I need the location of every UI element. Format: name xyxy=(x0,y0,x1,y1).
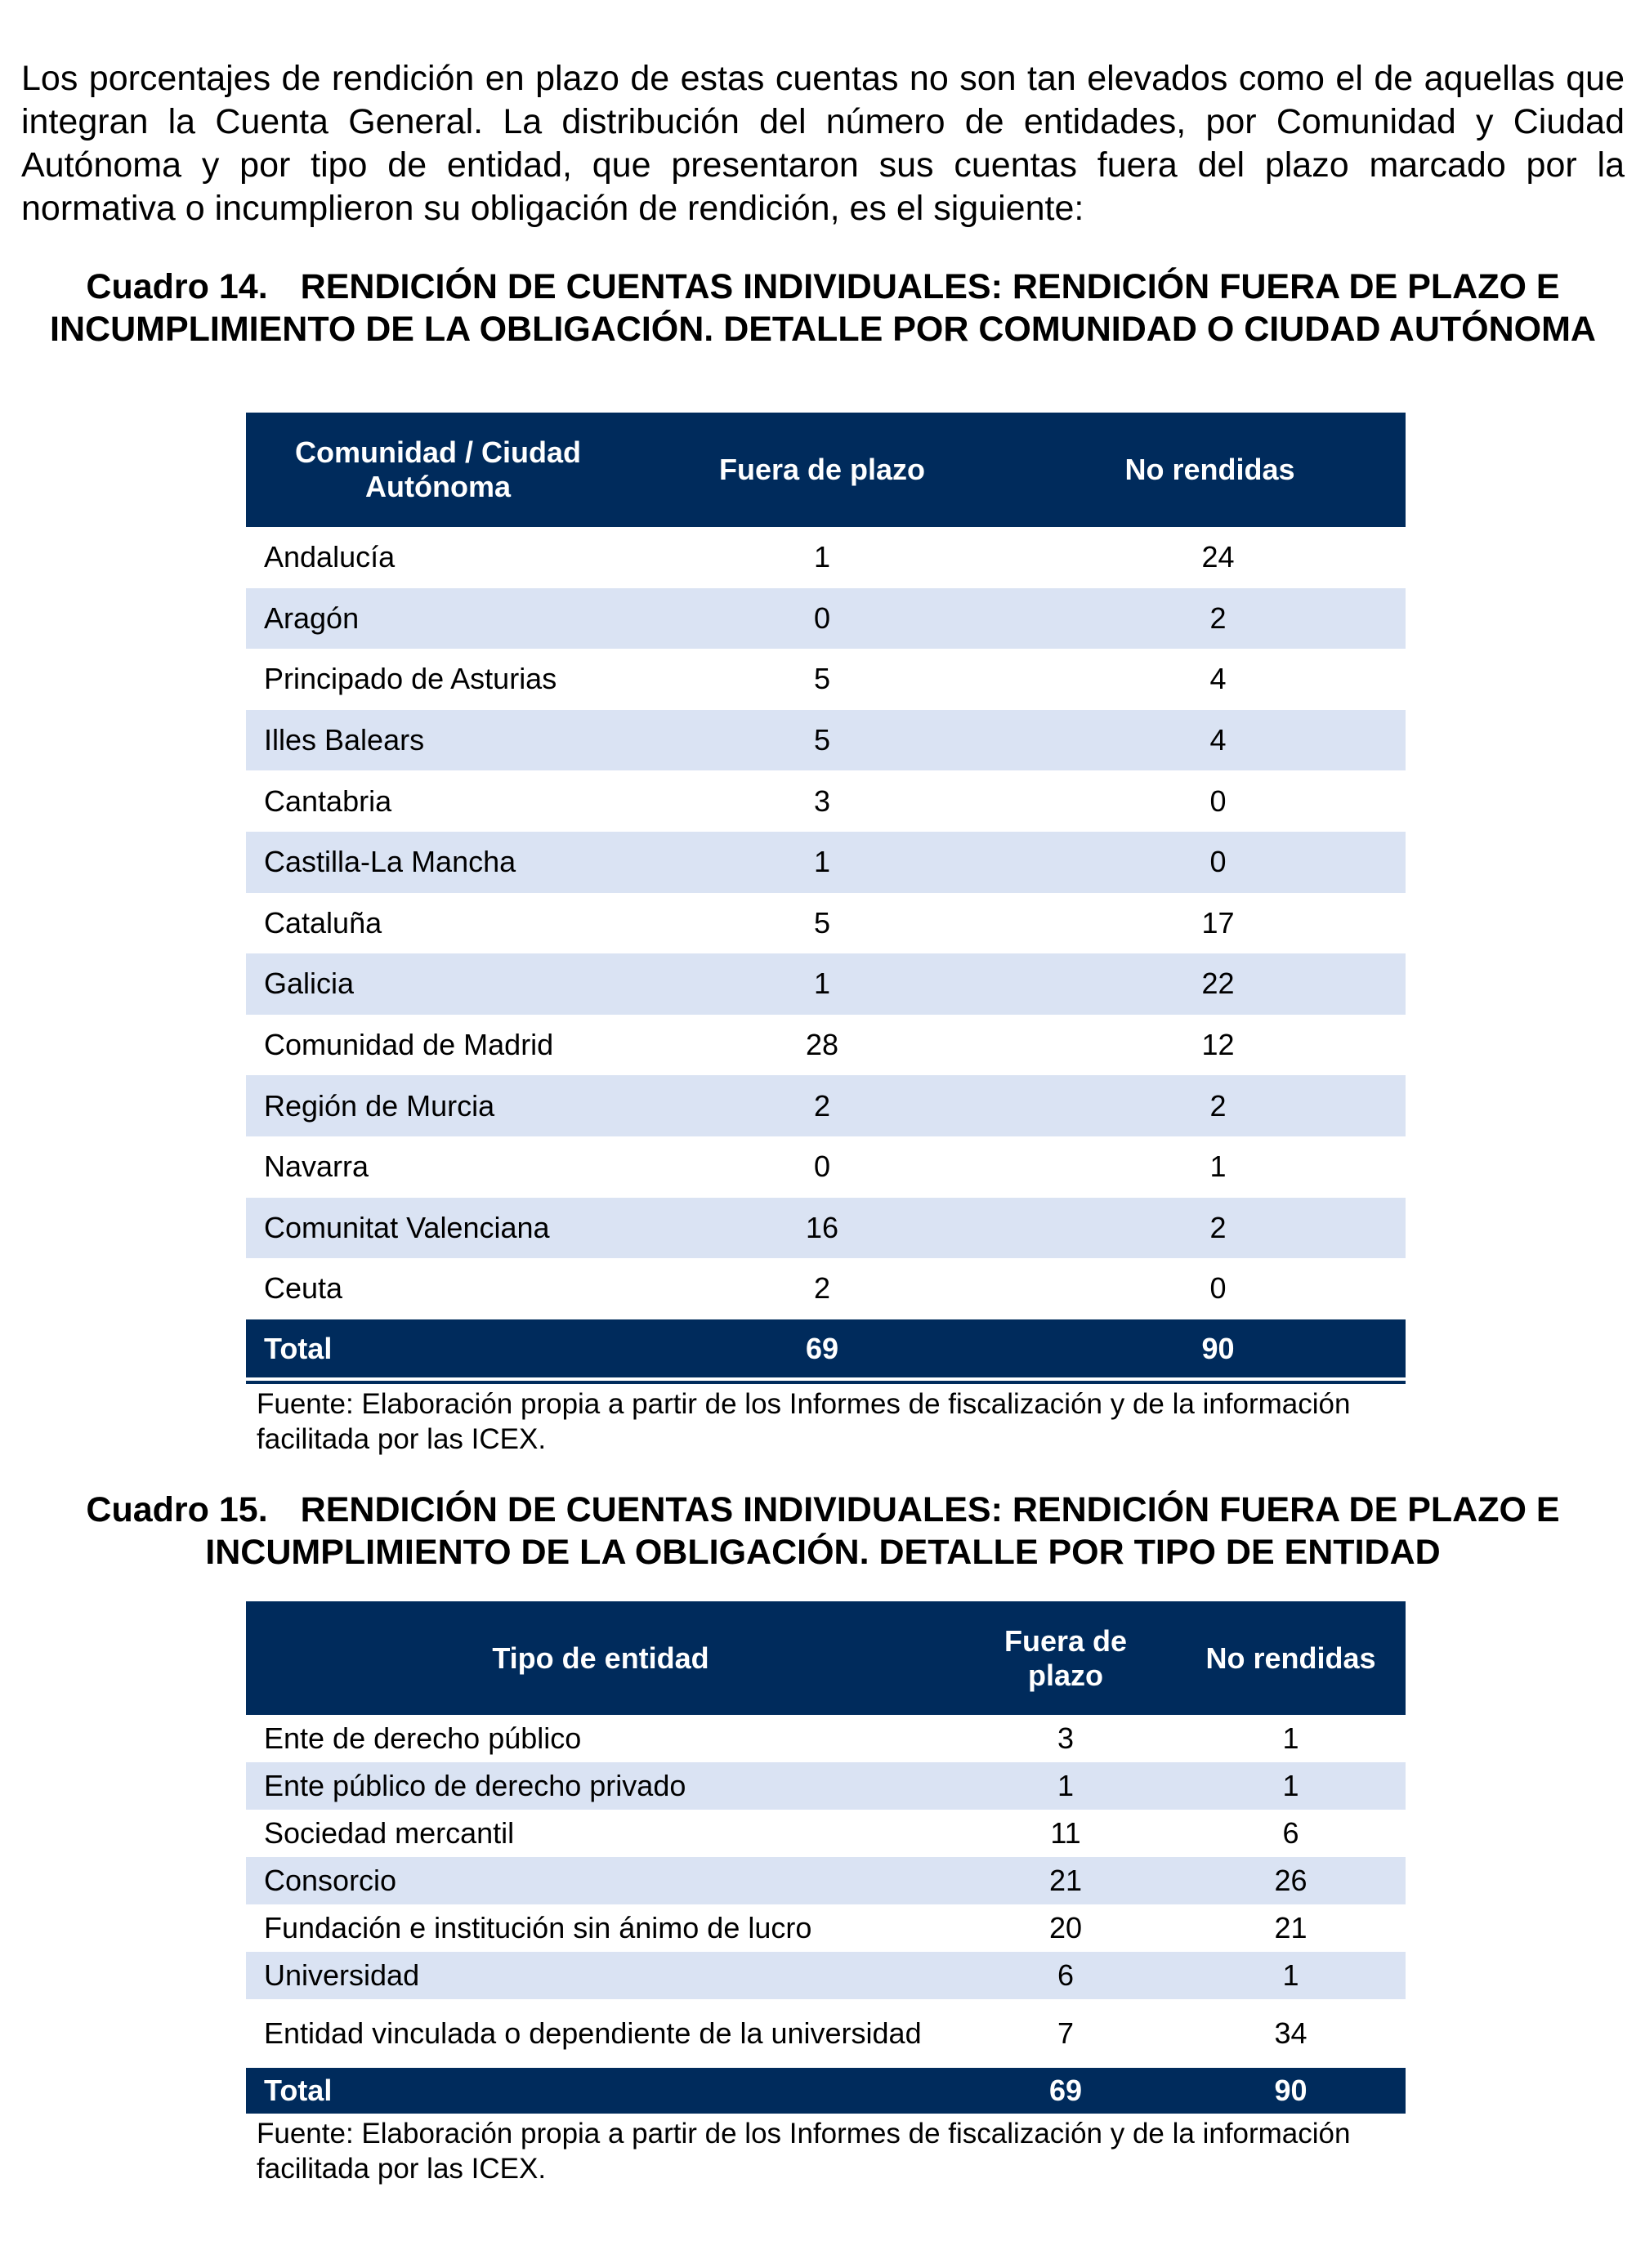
table15 xyxy=(246,1601,1406,2114)
total-not-rendered: 90 xyxy=(1014,1319,1406,1381)
not-rendered-count: 1 xyxy=(1014,1136,1406,1198)
table14-caption xyxy=(21,266,1625,350)
not-rendered-count: 6 xyxy=(1176,1810,1406,1857)
row-label: Aragón xyxy=(246,588,630,650)
table15-caption xyxy=(21,1489,1625,1574)
late-count: 5 xyxy=(630,649,1014,710)
table-row xyxy=(246,588,1406,650)
row-label: Ente público de derecho privado xyxy=(246,1762,955,1810)
total-row xyxy=(246,1319,1406,1381)
late-count: 0 xyxy=(630,1136,1014,1198)
not-rendered-count: 1 xyxy=(1176,1762,1406,1810)
not-rendered-count: 12 xyxy=(1014,1015,1406,1076)
total-label: Total xyxy=(246,1319,630,1381)
row-label: Sociedad mercantil xyxy=(246,1810,955,1857)
row-label: Navarra xyxy=(246,1136,630,1198)
total-late: 69 xyxy=(955,2068,1176,2114)
table-row xyxy=(246,1715,1406,1762)
late-count: 7 xyxy=(955,1999,1176,2068)
total-label: Total xyxy=(246,2068,955,2114)
table-row xyxy=(246,1075,1406,1136)
late-count: 5 xyxy=(630,893,1014,954)
late-count: 5 xyxy=(630,710,1014,771)
table14-header-row xyxy=(246,413,1406,527)
table14-number: Cuadro 14. xyxy=(86,267,268,306)
not-rendered-count: 2 xyxy=(1014,1198,1406,1259)
row-label: Illes Balears xyxy=(246,710,630,771)
row-label: Ceuta xyxy=(246,1258,630,1319)
not-rendered-count: 21 xyxy=(1176,1904,1406,1952)
row-label: Entidad vinculada o dependiente de la universidad xyxy=(246,1999,955,2068)
table15-header-type: Tipo de entidad xyxy=(246,1601,955,1715)
not-rendered-count: 24 xyxy=(1014,527,1406,588)
table-row xyxy=(246,1857,1406,1904)
not-rendered-count: 2 xyxy=(1014,1075,1406,1136)
total-not-rendered: 90 xyxy=(1176,2068,1406,2114)
late-count: 3 xyxy=(955,1715,1176,1762)
late-count: 1 xyxy=(630,953,1014,1015)
table-row xyxy=(246,527,1406,588)
late-count: 16 xyxy=(630,1198,1014,1259)
late-count: 6 xyxy=(955,1952,1176,1999)
not-rendered-count: 1 xyxy=(1176,1715,1406,1762)
late-count: 1 xyxy=(630,527,1014,588)
intro-paragraph: Los porcentajes de rendición en plazo de estas cuentas no son tan elevados como el de aquellas que integran la Cuenta General. La distribución del número de entidades, por Comunidad y Ciudad Autónoma y por tipo de entidad, que presentaron sus cuentas fuera del plazo marcado por la normativa o incumplieron su obligación de rendición, es el siguiente: xyxy=(21,59,1625,228)
table14-header-not-rendered: No rendidas xyxy=(1014,413,1406,527)
table-row xyxy=(246,1136,1406,1198)
table-row xyxy=(246,953,1406,1015)
not-rendered-count: 1 xyxy=(1176,1952,1406,1999)
late-count: 1 xyxy=(955,1762,1176,1810)
row-label: Fundación e institución sin ánimo de lucro xyxy=(246,1904,955,1952)
table-row xyxy=(246,770,1406,832)
table15-source: Fuente: Elaboración propia a partir de los Informes de fiscalización y de la información facilitada por las ICEX. xyxy=(257,2118,1351,2185)
late-count: 21 xyxy=(955,1857,1176,1904)
row-label: Galicia xyxy=(246,953,630,1015)
late-count: 20 xyxy=(955,1904,1176,1952)
late-count: 2 xyxy=(630,1075,1014,1136)
not-rendered-count: 0 xyxy=(1014,1258,1406,1319)
total-late: 69 xyxy=(630,1319,1014,1381)
not-rendered-count: 0 xyxy=(1014,832,1406,893)
late-count: 0 xyxy=(630,588,1014,650)
not-rendered-count: 26 xyxy=(1176,1857,1406,1904)
table-row xyxy=(246,1258,1406,1319)
late-count: 1 xyxy=(630,832,1014,893)
not-rendered-count: 4 xyxy=(1014,710,1406,771)
row-label: Ente de derecho público xyxy=(246,1715,955,1762)
row-label: Región de Murcia xyxy=(246,1075,630,1136)
late-count: 2 xyxy=(630,1258,1014,1319)
late-count: 11 xyxy=(955,1810,1176,1857)
not-rendered-count: 2 xyxy=(1014,588,1406,650)
late-count: 3 xyxy=(630,770,1014,832)
late-count: 28 xyxy=(630,1015,1014,1076)
table-row xyxy=(246,1952,1406,1999)
table-row xyxy=(246,649,1406,710)
not-rendered-count: 17 xyxy=(1014,893,1406,954)
table-row xyxy=(246,1198,1406,1259)
table15-header-row xyxy=(246,1601,1406,1715)
table14-header-late: Fuera de plazo xyxy=(630,413,1014,527)
row-label: Comunitat Valenciana xyxy=(246,1198,630,1259)
table-row xyxy=(246,893,1406,954)
table15-number: Cuadro 15. xyxy=(86,1490,268,1529)
total-row xyxy=(246,2068,1406,2114)
table15-header-late: Fuera de plazo xyxy=(955,1601,1176,1715)
row-label: Consorcio xyxy=(246,1857,955,1904)
table-row xyxy=(246,1810,1406,1857)
table-row xyxy=(246,832,1406,893)
not-rendered-count: 4 xyxy=(1014,649,1406,710)
row-label: Principado de Asturias xyxy=(246,649,630,710)
table-row xyxy=(246,1999,1406,2068)
row-label: Andalucía xyxy=(246,527,630,588)
row-label: Cantabria xyxy=(246,770,630,832)
table15-header-not-rendered: No rendidas xyxy=(1176,1601,1406,1715)
table15-title: RENDICIÓN DE CUENTAS INDIVIDUALES: RENDICIÓN FUERA DE PLAZO E INCUMPLIMIENTO DE LA OBLIGACIÓN. DETALLE POR TIPO DE ENTIDAD xyxy=(205,1490,1560,1572)
row-label: Universidad xyxy=(246,1952,955,1999)
table14-title: RENDICIÓN DE CUENTAS INDIVIDUALES: RENDICIÓN FUERA DE PLAZO E INCUMPLIMIENTO DE LA OBLIGACIÓN. DETALLE POR COMUNIDAD O CIUDAD AUTÓNOMA xyxy=(50,267,1596,349)
row-label: Castilla-La Mancha xyxy=(246,832,630,893)
table-row xyxy=(246,1904,1406,1952)
table14 xyxy=(246,413,1406,1382)
table-row xyxy=(246,1015,1406,1076)
not-rendered-count: 22 xyxy=(1014,953,1406,1015)
table14-bottom-rule xyxy=(246,1381,1406,1384)
row-label: Cataluña xyxy=(246,893,630,954)
table14-source: Fuente: Elaboración propia a partir de los Informes de fiscalización y de la información facilitada por las ICEX. xyxy=(257,1388,1351,1455)
table14-header-region: Comunidad / Ciudad Autónoma xyxy=(246,413,630,527)
not-rendered-count: 34 xyxy=(1176,1999,1406,2068)
not-rendered-count: 0 xyxy=(1014,770,1406,832)
row-label: Comunidad de Madrid xyxy=(246,1015,630,1076)
table-row xyxy=(246,1762,1406,1810)
table-row xyxy=(246,710,1406,771)
